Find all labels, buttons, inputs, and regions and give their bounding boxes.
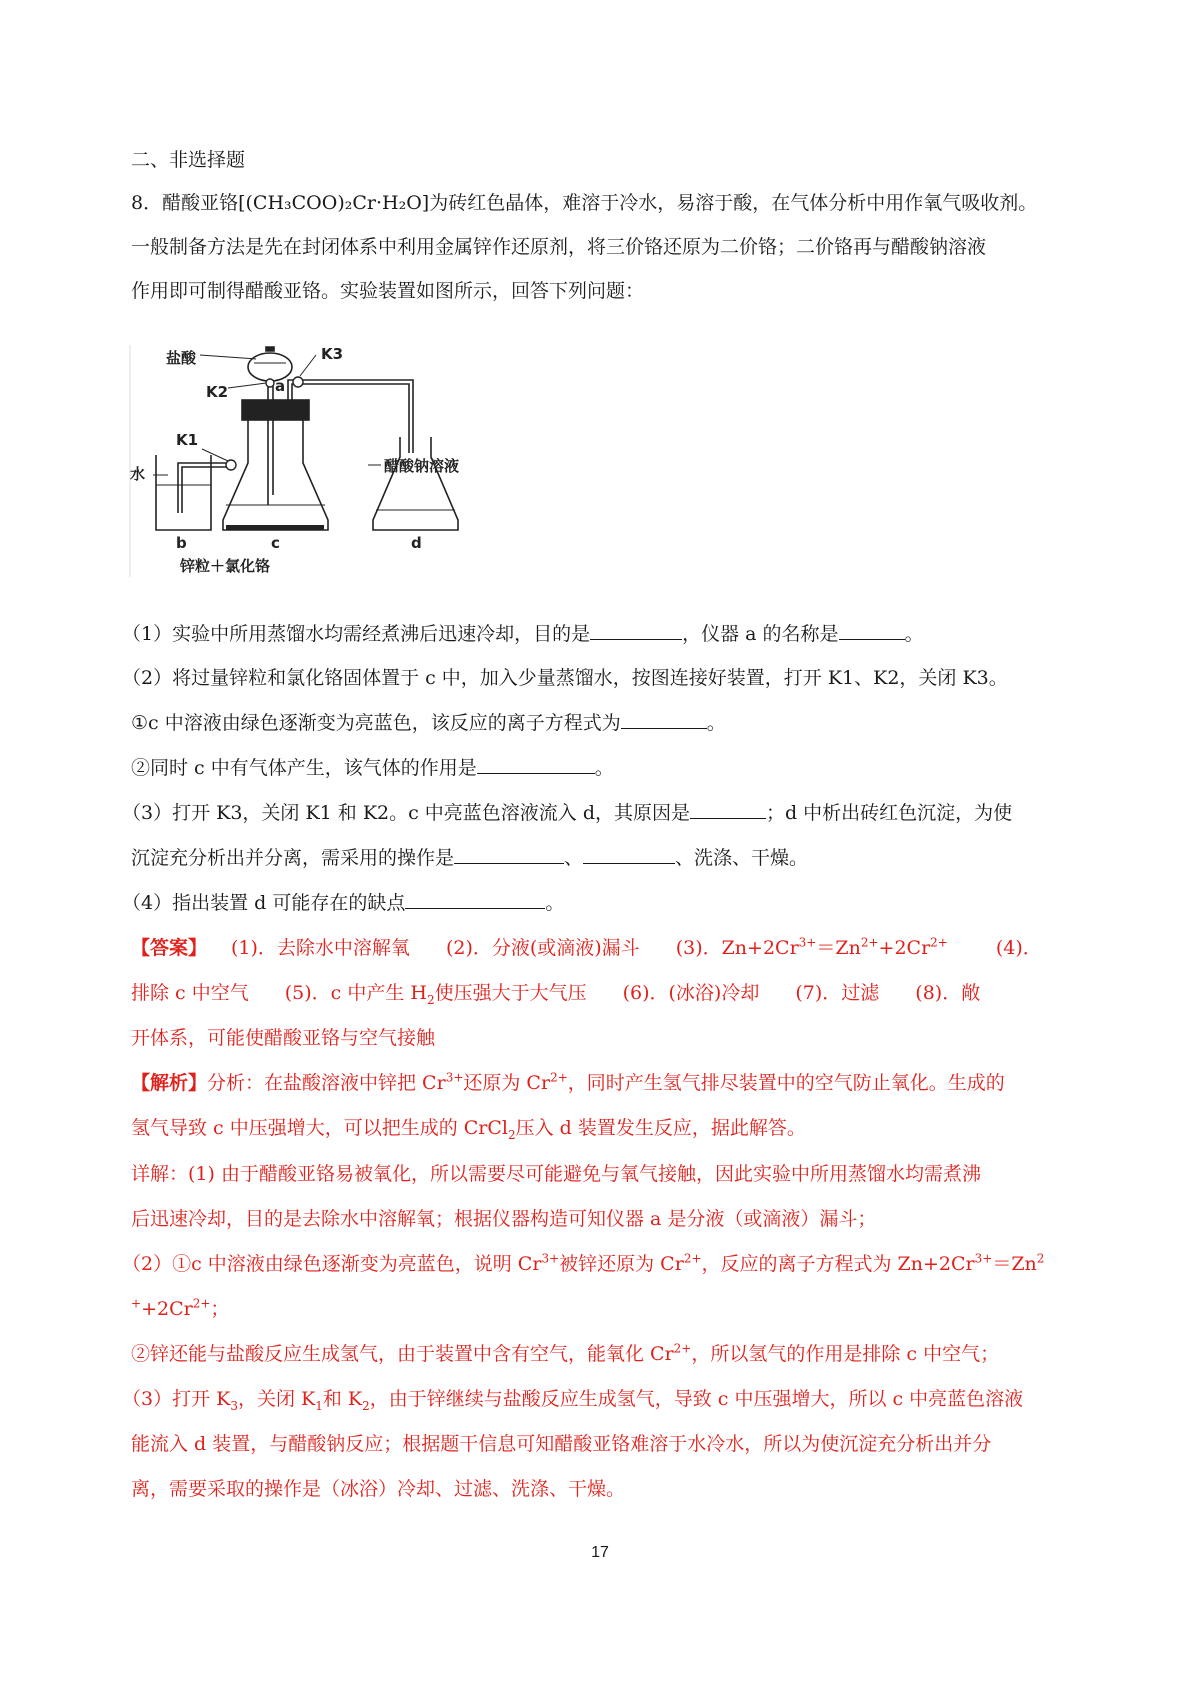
- q1-line: （1）实验中所用蒸馏水均需经煮沸后迅速冷却，目的是 ，仪器 a 的名称是 。: [122, 623, 924, 645]
- question-stem-line-2: 一般制备方法是先在封闭体系中利用金属锌作还原剂，将三价铬还原为二价铬；二价铬再与醋酸钠溶液: [131, 236, 987, 258]
- label-d: d: [411, 534, 422, 552]
- label-k2: K2: [206, 383, 229, 401]
- analysis-line-10: 离，需要采取的操作是（冰浴）冷却、过滤、洗涤、干燥。: [131, 1478, 626, 1500]
- q1-blank-1[interactable]: [590, 621, 682, 640]
- label-zn-crcl: 锌粒＋氯化铬: [180, 557, 271, 575]
- q2-1-blank[interactable]: [621, 710, 707, 729]
- q3-line-1: （3）打开 K3，关闭 K1 和 K2。c 中亮蓝色溶液流入 d，其原因是 ；d 中析出砖红色沉淀，为使: [122, 802, 1013, 824]
- answer-line-2: 排除 c 中空气 (5)．c 中产生 $H_2$使压强大于大气压 (6)．(冰浴)冷却 (7)．过滤 (8)．敞: [131, 982, 981, 1007]
- q4-line: （4）指出装置 d 可能存在的缺点 。: [122, 892, 565, 914]
- analysis-line-5: （2）①c 中溶液由绿色逐渐变为亮蓝色，说明 $Cr^{3+}$被锌还原为 $Cr^{2+}$，反应的离子方程式为 $Zn+2Cr^{3+}=Zn^2$: [122, 1251, 1045, 1275]
- question-stem-line-3: 作用即可制得醋酸亚铬。实验装置如图所示，回答下列问题：: [131, 280, 645, 302]
- answer-line-3: 开体系，可能使醋酸亚铬与空气接触: [131, 1027, 436, 1049]
- answer-tag: 【答案】: [131, 937, 208, 959]
- analysis-tag: 【解析】: [131, 1072, 208, 1094]
- analysis-line-1: 【解析】分析：在盐酸溶液中锌把 $Cr^{3+}$还原为 $Cr^{2+}$，同时产生氢气排尽装置中的空气防止氧化。生成的: [131, 1070, 1005, 1094]
- q3-blank-2[interactable]: [454, 845, 564, 864]
- label-sodium-acetate: 醋酸钠溶液: [384, 457, 460, 475]
- label-k3: K3: [321, 345, 344, 363]
- question-stem-line-1: 8．醋酸亚铬[(CH₃COO)₂Cr·H₂O]为砖红色晶体，难溶于冷水，易溶于酸，在气体分析中用作氧气吸收剂。: [131, 192, 1038, 214]
- page-number: 17: [591, 1544, 609, 1561]
- q2-2-line: ②同时 c 中有气体产生，该气体的作用是 。: [131, 757, 614, 779]
- apparatus-figure: [128, 345, 538, 600]
- q3-blank-1[interactable]: [690, 800, 766, 819]
- analysis-line-2: 氢气导致 c 中压强增大，可以把生成的 CrCl$_2$压入 d 装置发生反应，据此解答。: [131, 1117, 806, 1142]
- label-b: b: [176, 534, 187, 552]
- label-a: a: [275, 377, 286, 395]
- q3-line-2: 沉淀充分析出并分离，需采用的操作是 、 、洗涤、干燥。: [131, 847, 809, 869]
- analysis-line-6: $^++2Cr^{2+}$；: [131, 1296, 230, 1320]
- q1-blank-2[interactable]: [839, 621, 905, 640]
- analysis-line-7: ②锌还能与盐酸反应生成氢气，由于装置中含有空气，能氧化 $Cr^{2+}$，所以氢气的作用是排除 c 中空气；: [131, 1341, 1000, 1365]
- analysis-line-4: 后迅速冷却，目的是去除水中溶解氧；根据仪器构造可知仪器 a 是分液（或滴液）漏斗；: [131, 1208, 877, 1230]
- q3-blank-3[interactable]: [583, 845, 675, 864]
- analysis-line-9: 能流入 d 装置，与醋酸钠反应；根据题干信息可知醋酸亚铬难溶于水冷水，所以为使沉淀充分析出并分: [131, 1433, 992, 1455]
- label-c: c: [271, 534, 280, 552]
- q2-line: （2）将过量锌粒和氯化铬固体置于 c 中，加入少量蒸馏水，按图连接好装置，打开 K1、K2，关闭 K3。: [122, 667, 1008, 689]
- q2-2-blank[interactable]: [477, 755, 595, 774]
- label-hcl: 盐酸: [166, 349, 197, 367]
- label-k1: K1: [176, 431, 199, 449]
- answer-line-1: 【答案】 (1)．去除水中溶解氧 (2)．分液(或滴液)漏斗 (3)．$Zn+2Cr^{3+}=Zn^{2+}+2Cr^{2+}$ (4)．: [131, 935, 1042, 959]
- section-title: 二、非选择题: [131, 149, 246, 171]
- q2-1-line: ①c 中溶液由绿色逐渐变为亮蓝色，该反应的离子方程式为 。: [131, 712, 726, 734]
- q4-blank[interactable]: [405, 890, 545, 909]
- label-water: 水: [130, 465, 146, 483]
- analysis-line-8: （3）打开 $K_3$，关闭 $K_1$和 $K_2$，由于锌继续与盐酸反应生成氢气，导致 c 中压强增大，所以 c 中亮蓝色溶液: [122, 1388, 1024, 1413]
- analysis-line-3: 详解：(1) 由于醋酸亚铬易被氧化，所以需要尽可能避免与氧气接触，因此实验中所用蒸馏水均需煮沸: [131, 1163, 981, 1185]
